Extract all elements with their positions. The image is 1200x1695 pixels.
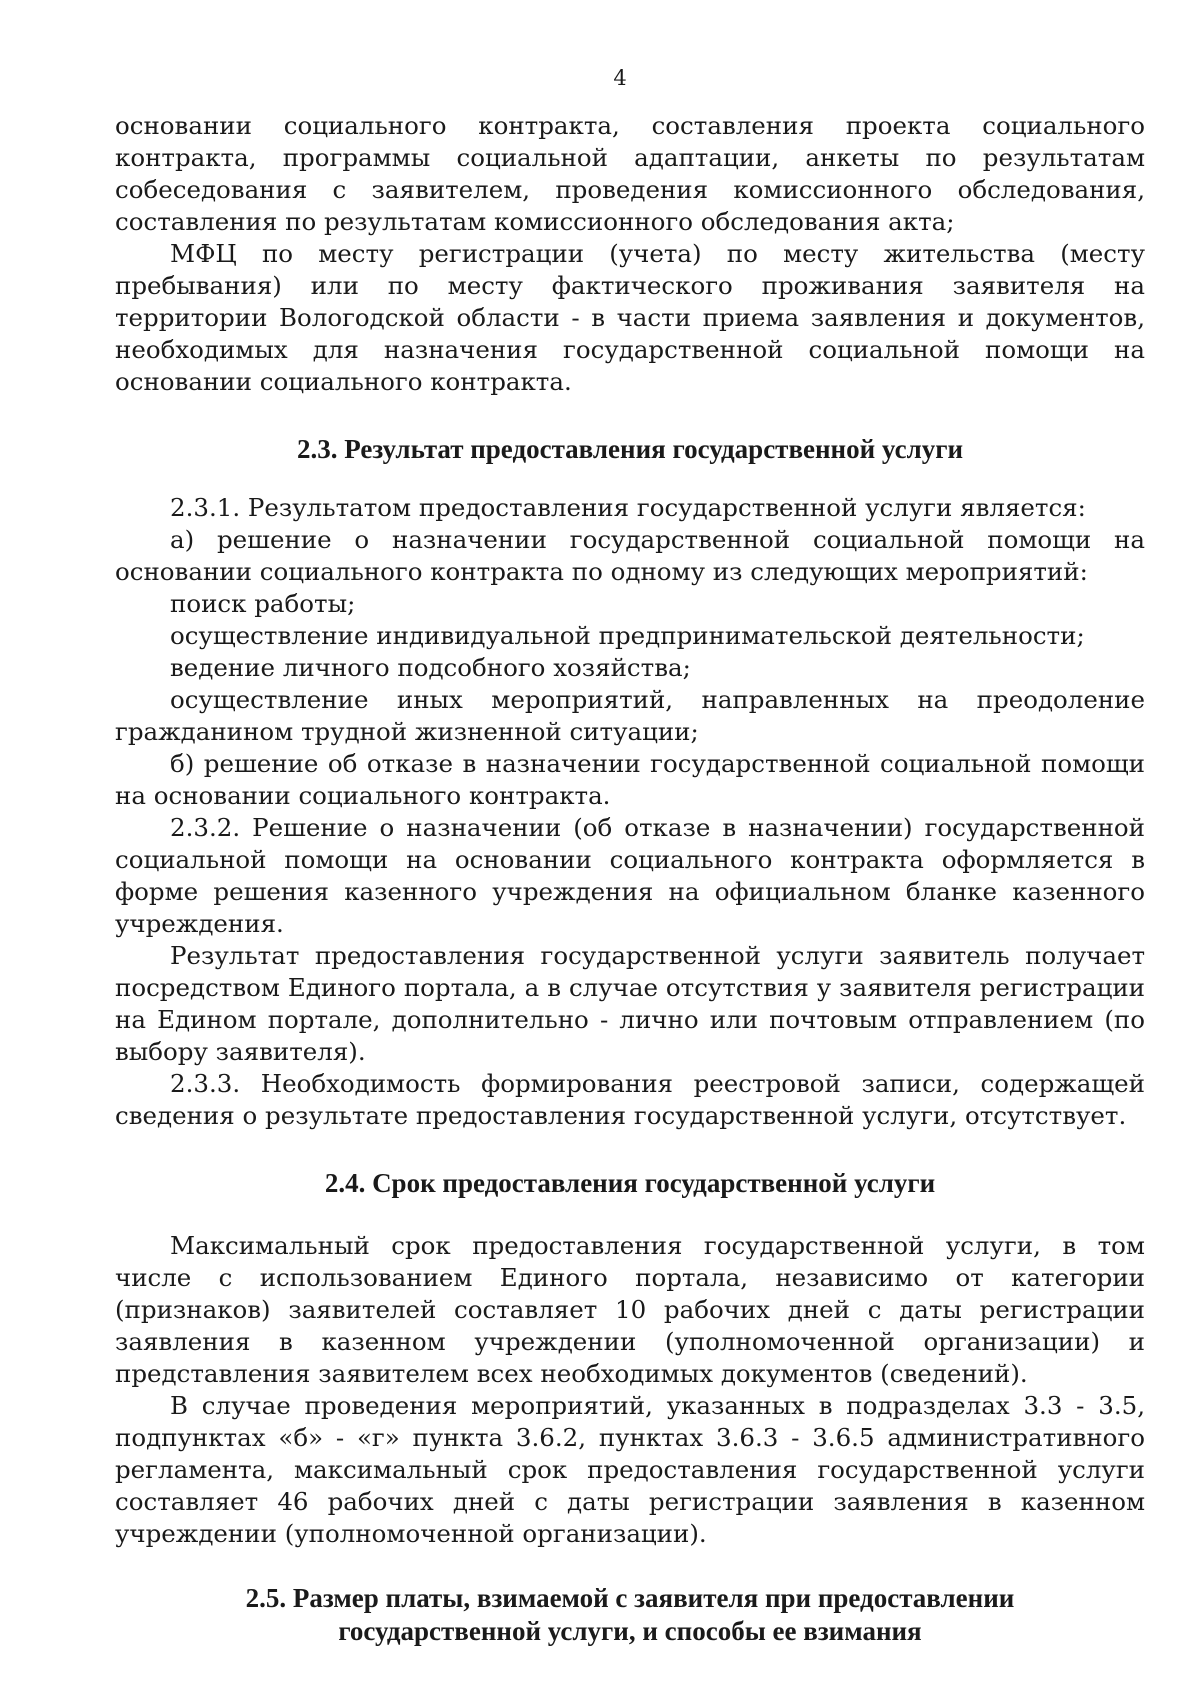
paragraph: 2.3.2. Решение о назначении (об отказе в назначении) государственной социальной помощи на основании социального контракта оформляется в форме решения казенного учреждения на официальном бланке казенного учреждения. bbox=[115, 813, 1145, 938]
paragraph: основании социального контракта, составления проекта социального контракта, программы социальной адаптации, анкеты по результатам собеседования с заявителем, проведения комиссионного обследования, составления по результатам комиссионного обследования акта; bbox=[115, 111, 1145, 236]
paragraph: 2.3.1. Результатом предоставления государственной услуги является: bbox=[170, 493, 1086, 522]
document-body bbox=[115, 110, 1145, 1648]
heading-line: государственной услуги, и способы ее взимания bbox=[338, 1616, 922, 1646]
paragraph: 2.3.3. Необходимость формирования реестровой записи, содержащей сведения о результате предоставления государственной услуги, отсутствует. bbox=[115, 1069, 1145, 1130]
list-item: поиск работы; bbox=[170, 589, 356, 618]
list-item: осуществление индивидуальной предпринимательской деятельности; bbox=[170, 621, 1085, 650]
section-heading-2-4: 2.4. Срок предоставления государственной услуги bbox=[324, 1168, 936, 1198]
paragraph: МФЦ по месту регистрации (учета) по месту жительства (месту пребывания) или по месту фактического проживания заявителя на территории Вологодской области - в части приема заявления и документов, необходимых для назначения государственной социальной помощи на основании социального контракта. bbox=[115, 239, 1145, 396]
page-number: 4 bbox=[613, 66, 627, 90]
list-item: ведение личного подсобного хозяйства; bbox=[170, 653, 691, 682]
heading-line: 2.5. Размер платы, взимаемой с заявителя при предоставлении bbox=[245, 1583, 1015, 1613]
paragraph: б) решение об отказе в назначении государственной социальной помощи на основании социального контракта. bbox=[115, 749, 1145, 810]
paragraph: Максимальный срок предоставления государственной услуги, в том числе с использованием Единого портала, независимо от категории (признаков) заявителей составляет 10 рабочих дней с даты регистрации заявления в казенном учреждении (уполномоченной организации) и представления заявителем всех необходимых документов (сведений). bbox=[115, 1231, 1145, 1388]
section-heading-2-3: 2.3. Результат предоставления государственной услуги bbox=[296, 434, 964, 464]
paragraph: В случае проведения мероприятий, указанных в подразделах 3.3 - 3.5, подпунктах «б» - «г» пункта 3.6.2, пунктах 3.6.3 - 3.6.5 административного регламента, максимальный срок предоставления государственной услуги составляет 46 рабочих дней с даты регистрации заявления в казенном учреждении (уполномоченной организации). bbox=[115, 1391, 1145, 1548]
paragraph: а) решение о назначении государственной социальной помощи на основании социального контракта по одному из следующих мероприятий: bbox=[115, 525, 1145, 586]
paragraph: Результат предоставления государственной услуги заявитель получает посредством Единого портала, а в случае отсутствия у заявителя регистрации на Едином портале, дополнительно - лично или почтовым отправлением (по выбору заявителя). bbox=[115, 941, 1145, 1066]
list-item: осуществление иных мероприятий, направленных на преодоление гражданином трудной жизненной ситуации; bbox=[115, 685, 1145, 746]
section-heading-2-5 bbox=[115, 1582, 1145, 1648]
